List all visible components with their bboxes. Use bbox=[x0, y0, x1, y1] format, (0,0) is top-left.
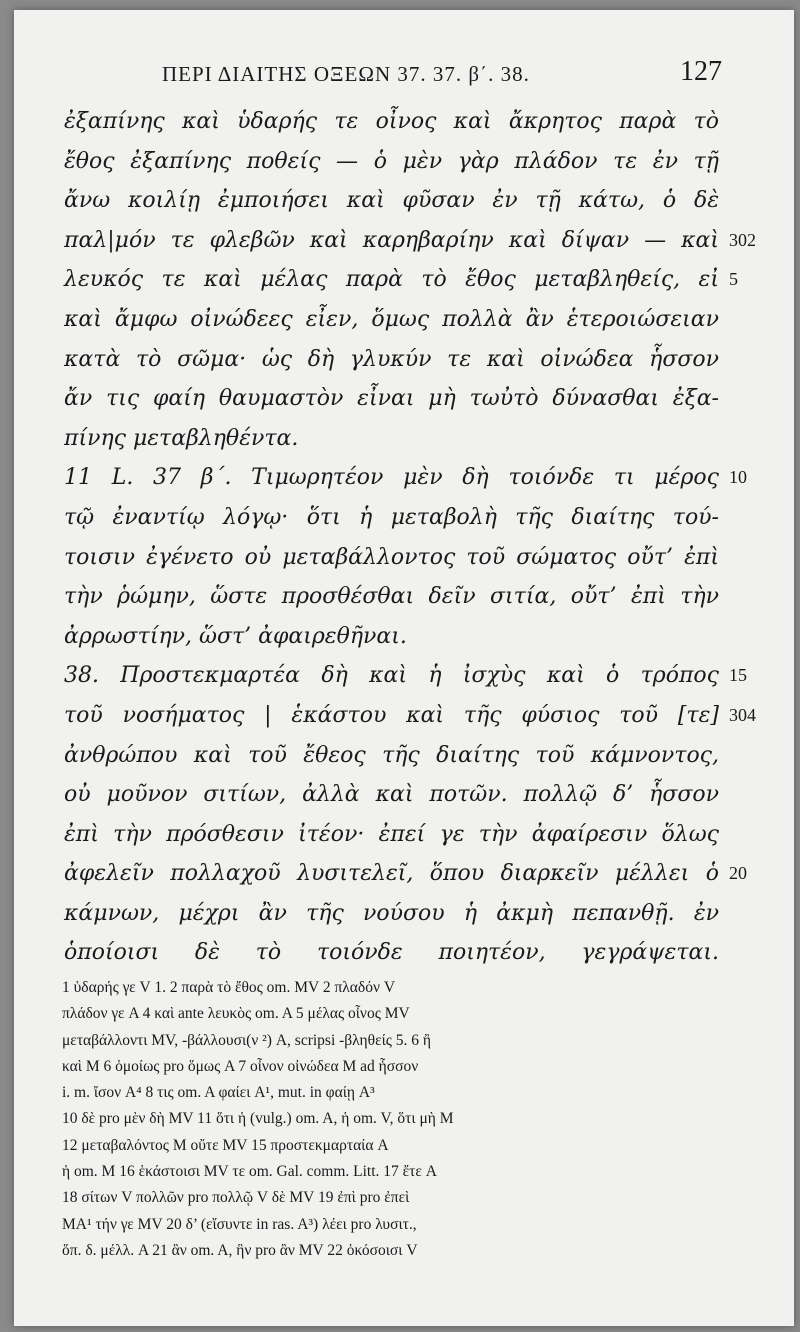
text-line bbox=[64, 617, 784, 657]
apparatus-line: πλάδον γε A 4 καὶ ante λευκὸς om. A 5 μέλας οἶνος MV bbox=[62, 1005, 410, 1023]
text-line bbox=[64, 498, 784, 538]
text-line bbox=[64, 260, 784, 300]
apparatus-line: ὅπ. δ. μέλλ. A 21 ἂν om. A, ἣν pro ἂν MV 22 ὁκόσοισι V bbox=[62, 1241, 418, 1259]
text-line-content: οὐ μοῦνον σιτίων, ἀλλὰ καὶ ποτῶν. πολλῷ δ’ ἧσσον bbox=[64, 782, 719, 808]
text-line-content: ἀρρωστίην, ὥστ’ ἀφαιρεθῆναι. bbox=[64, 623, 407, 649]
margin-line-number: 10 bbox=[729, 467, 747, 488]
margin-line-number: 5 bbox=[729, 269, 738, 290]
text-line-content: ἄν τις φαίη θαυμαστὸν εἶναι μὴ τωὐτὸ δύνασθαι ἐξα- bbox=[64, 386, 719, 412]
text-line bbox=[64, 379, 784, 419]
text-line bbox=[64, 102, 784, 142]
text-line-content: τῷ ἐναντίῳ λόγῳ· ὅτι ἡ μεταβολὴ τῆς διαίτης τού- bbox=[64, 504, 719, 530]
margin-line-number: 15 bbox=[729, 665, 747, 686]
text-line bbox=[64, 696, 784, 736]
text-line-content: ἀφελεῖν πολλαχοῦ λυσιτελεῖ, ὅπου διαρκεῖν μέλλει ὁ bbox=[64, 861, 719, 887]
text-line-content: τοισιν ἐγένετο οὐ μεταβάλλοντος τοῦ σώματος οὔτ’ ἐπὶ bbox=[64, 544, 719, 570]
text-line-content: ἀνθρώπου καὶ τοῦ ἔθεος τῆς διαίτης τοῦ κάμνοντος, bbox=[64, 742, 719, 768]
running-head: ΠΕΡΙ ΔΙΑΙΤΗΣ ΟΞΕΩΝ 37. 37. β΄. 38. bbox=[162, 62, 530, 86]
margin-line-number: 304 bbox=[729, 704, 756, 725]
text-line-content: ὁποίοισι δὲ τὸ τοιόνδε ποιητέον, γεγράψεται. bbox=[64, 940, 719, 966]
text-line-content: κάμνων, μέχρι ἂν τῆς νούσου ἡ ἀκμὴ πεπανθῇ. ἐν bbox=[64, 900, 719, 926]
text-line bbox=[64, 142, 784, 182]
text-line bbox=[64, 656, 784, 696]
text-line-content: παλ|μόν τε φλεβῶν καὶ καρηβαρίην καὶ δίψαν — καὶ bbox=[64, 227, 719, 253]
text-line-content: λευκός τε καὶ μέλας παρὰ τὸ ἔθος μεταβληθείς, εἰ bbox=[64, 267, 719, 293]
page-header bbox=[162, 56, 722, 96]
text-line-content: ἐξαπίνης καὶ ὑδαρής τε οἶνος καὶ ἄκρητος παρὰ τὸ bbox=[64, 109, 719, 134]
text-line bbox=[64, 538, 784, 578]
main-text bbox=[64, 102, 784, 973]
text-line bbox=[64, 736, 784, 776]
apparatus-line: 18 σίτων V πολλῶν pro πολλῷ V δὲ MV 19 ἐπὶ pro ἐπεὶ bbox=[62, 1189, 410, 1207]
apparatus-line: μεταβάλλοντι MV, -βάλλουσι(ν ²) A, scripsi -βληθείς 5. 6 ἢ bbox=[62, 1031, 432, 1049]
margin-line-number: 302 bbox=[729, 229, 756, 250]
apparatus-line: καὶ M 6 ὁμοίως pro ὅμως A 7 οἶνον οἰνώδεα M ad ἧσσον bbox=[62, 1057, 419, 1075]
text-line-content: ἄνω κοιλίῃ ἐμποιήσει καὶ φῦσαν ἐν τῇ κάτω, ὁ δὲ bbox=[64, 188, 719, 214]
text-line bbox=[64, 419, 784, 459]
text-line-content: καὶ ἄμφω οἰνώδεες εἶεν, ὅμως πολλὰ ἂν ἑτεροιώσειαν bbox=[64, 306, 719, 332]
text-line bbox=[64, 221, 784, 261]
text-line bbox=[64, 458, 784, 498]
text-line-content: ἔθος ἐξαπίνης ποθείς — ὁ μὲν γὰρ πλάδον τε ἐν τῇ bbox=[64, 148, 719, 174]
text-line-content: 11 L. 37 β΄. Τιμωρητέον μὲν δὴ τοιόνδε τι μέρος bbox=[64, 465, 719, 491]
text-line bbox=[64, 577, 784, 617]
apparatus-line: MA¹ τήν γε MV 20 δ’ (εἴσυντε in ras. A³) λέει pro λυσιτ., bbox=[62, 1215, 417, 1233]
text-line-content: ἐπὶ τὴν πρόσθεσιν ἰτέον· ἐπεί γε τὴν ἀφαίρεσιν ὅλως bbox=[64, 821, 719, 847]
critical-apparatus bbox=[62, 975, 762, 1264]
text-line bbox=[64, 340, 784, 380]
text-line bbox=[64, 933, 784, 973]
apparatus-line: ἡ om. M 16 ἑκάστοισι MV τε om. Gal. comm. Litt. 17 ἔτε A bbox=[62, 1163, 437, 1181]
text-line bbox=[64, 894, 784, 934]
text-line-content: τὴν ῥώμην, ὥστε προσθέσθαι δεῖν σιτία, οὔτ’ ἐπὶ τὴν bbox=[64, 584, 719, 610]
book-page bbox=[14, 10, 794, 1326]
margin-line-number: 20 bbox=[729, 863, 747, 884]
page-number: 127 bbox=[680, 56, 722, 87]
text-line bbox=[64, 854, 784, 894]
text-line-content: πίνης μεταβληθέντα. bbox=[64, 425, 299, 451]
apparatus-line: 1 ὑδαρής γε V 1. 2 παρὰ τὸ ἔθος om. MV 2 πλαδόν V bbox=[62, 979, 396, 996]
text-line bbox=[64, 300, 784, 340]
apparatus-line: i. m. ἴσον A⁴ 8 τις om. A φαίει A¹, mut. in φαίῃ A³ bbox=[62, 1084, 375, 1102]
apparatus-line: 12 μεταβαλόντος M οὔτε MV 15 προστεκμαρταία A bbox=[62, 1136, 389, 1154]
text-line bbox=[64, 815, 784, 855]
text-line-content: κατὰ τὸ σῶμα· ὡς δὴ γλυκύν τε καὶ οἰνώδεα ἧσσον bbox=[64, 346, 719, 372]
text-line-content: τοῦ νοσήματος | ἑκάστου καὶ τῆς φύσιος τοῦ [τε] bbox=[64, 702, 719, 728]
text-line-content: 38. Προστεκμαρτέα δὴ καὶ ἡ ἰσχὺς καὶ ὁ τρόπος bbox=[64, 663, 719, 689]
text-line bbox=[64, 181, 784, 221]
text-line bbox=[64, 775, 784, 815]
apparatus-line: 10 δὲ pro μὲν δὴ MV 11 ὅτι ἡ (vulg.) om. A, ἡ om. V, ὅτι μὴ M bbox=[62, 1110, 454, 1128]
